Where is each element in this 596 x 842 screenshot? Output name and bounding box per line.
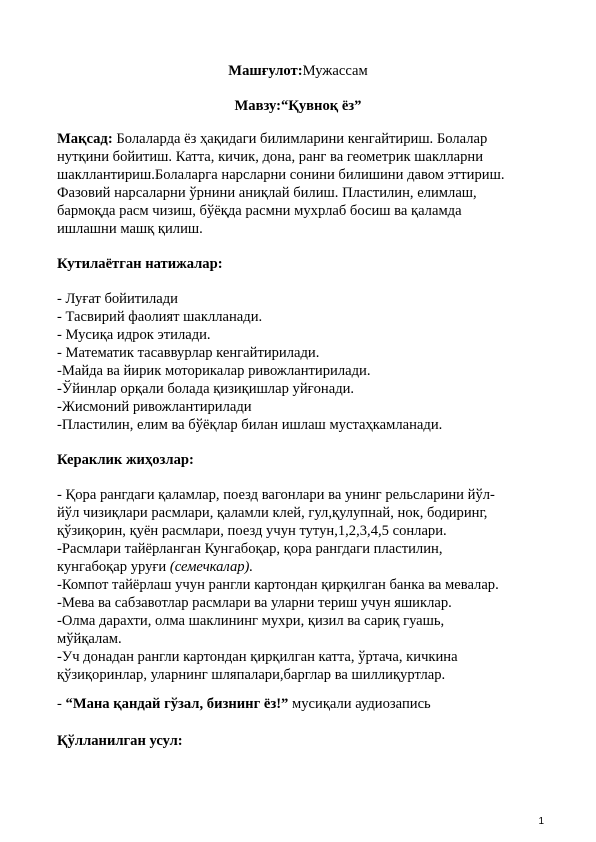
materials-line: -Мева ва сабзавотлар расмлари ва уларни териш учун яшиклар.	[57, 595, 452, 611]
results-item: -Пластилин, елим ва бўёқлар билан ишлаш мустаҳкамланади.	[57, 417, 443, 433]
topic-value: “Қувноқ ёз”	[281, 98, 362, 114]
goal-line-4: Фазовий нарсаларни ўрнини аниқлай билиш. Пластилин, елимлаш,	[57, 185, 477, 201]
method-heading: Қўлланилган усул:	[57, 733, 183, 749]
topic-line	[0, 97, 596, 115]
results-item: -Ўйинлар орқали болада қизиқишлар уйғонади.	[57, 381, 355, 397]
goal-line-2: нутқини бойитиш. Катта, кичик, дона, ранг ва геометрик шаклларни	[57, 149, 484, 165]
materials-line: қўзиқорин, қуён расмлари, поезд учун тутун,1,2,3,4,5 сонлари.	[57, 523, 447, 539]
music-line: - “Мана қандай гўзал, бизнинг ёз!” мусиқали аудиозапись	[57, 696, 431, 712]
results-heading: Кутилаётган натижалар:	[57, 256, 223, 272]
lesson-value: Мужассам	[302, 63, 368, 79]
topic-label: Мавзу:	[234, 98, 281, 114]
materials-line: кунгабоқар уруғи (семечкалар).	[57, 559, 254, 575]
page-number: 1	[538, 816, 544, 827]
results-item: - Тасвирий фаолият шаклланади.	[57, 309, 263, 325]
results-item: -Жисмоний ривожлантирилади	[57, 399, 252, 415]
goal-line-5: бармоқда расм чизиш, бўёқда расмни мухрлаб босиш ва қаламда	[57, 203, 462, 219]
materials-line: -Уч донадан рангли картондан қирқилган катта, ўртача, кичкина	[57, 649, 458, 665]
results-item: - Луғат бойитилади	[57, 291, 178, 307]
materials-line: йўл чизиқлари расмлари, қаламли клей, гул,қулупнай, нок, бодиринг,	[57, 505, 488, 521]
goal-label: Мақсад:	[57, 131, 113, 147]
goal-line-3: шакллантириш.Болаларга нарсларни сонини билишини давом эттириш.	[57, 167, 505, 183]
goal-line-6: ишлашни машқ қилиш.	[57, 221, 203, 237]
materials-heading: Кераклик жиҳозлар:	[57, 452, 194, 468]
results-item: - Мусиқа идрок этилади.	[57, 327, 211, 343]
materials-line: -Компот тайёрлаш учун рангли картондан қирқилган банка ва мевалар.	[57, 577, 499, 593]
results-item: - Математик тасаввурлар кенгайтирилади.	[57, 345, 320, 361]
lesson-line	[0, 62, 596, 80]
seeds-note: (семечкалар).	[169, 559, 254, 575]
goal-line-1: Мақсад: Болаларда ёз ҳақидаги билимларини кенгайтириш. Болалар	[57, 131, 488, 147]
song-title: “Мана қандай гўзал, бизнинг ёз!”	[65, 696, 289, 712]
materials-line: -Олма дарахти, олма шаклининг мухри, қизил ва сариқ гуашь,	[57, 613, 445, 629]
lesson-label: Машғулот:	[228, 63, 303, 79]
materials-line: - Қора рангдаги қаламлар, поезд вагонлари ва унинг рельсларини йўл-	[57, 487, 495, 503]
materials-line: -Расмлари тайёрланган Кунгабоқар, қора рангдаги пластилин,	[57, 541, 443, 557]
materials-line: мўйқалам.	[57, 631, 122, 647]
materials-line: қўзиқоринлар, уларнинг шляпалари,барглар ва шиллиқуртлар.	[57, 667, 446, 683]
results-item: -Майда ва йирик моторикалар ривожлантирилади.	[57, 363, 371, 379]
